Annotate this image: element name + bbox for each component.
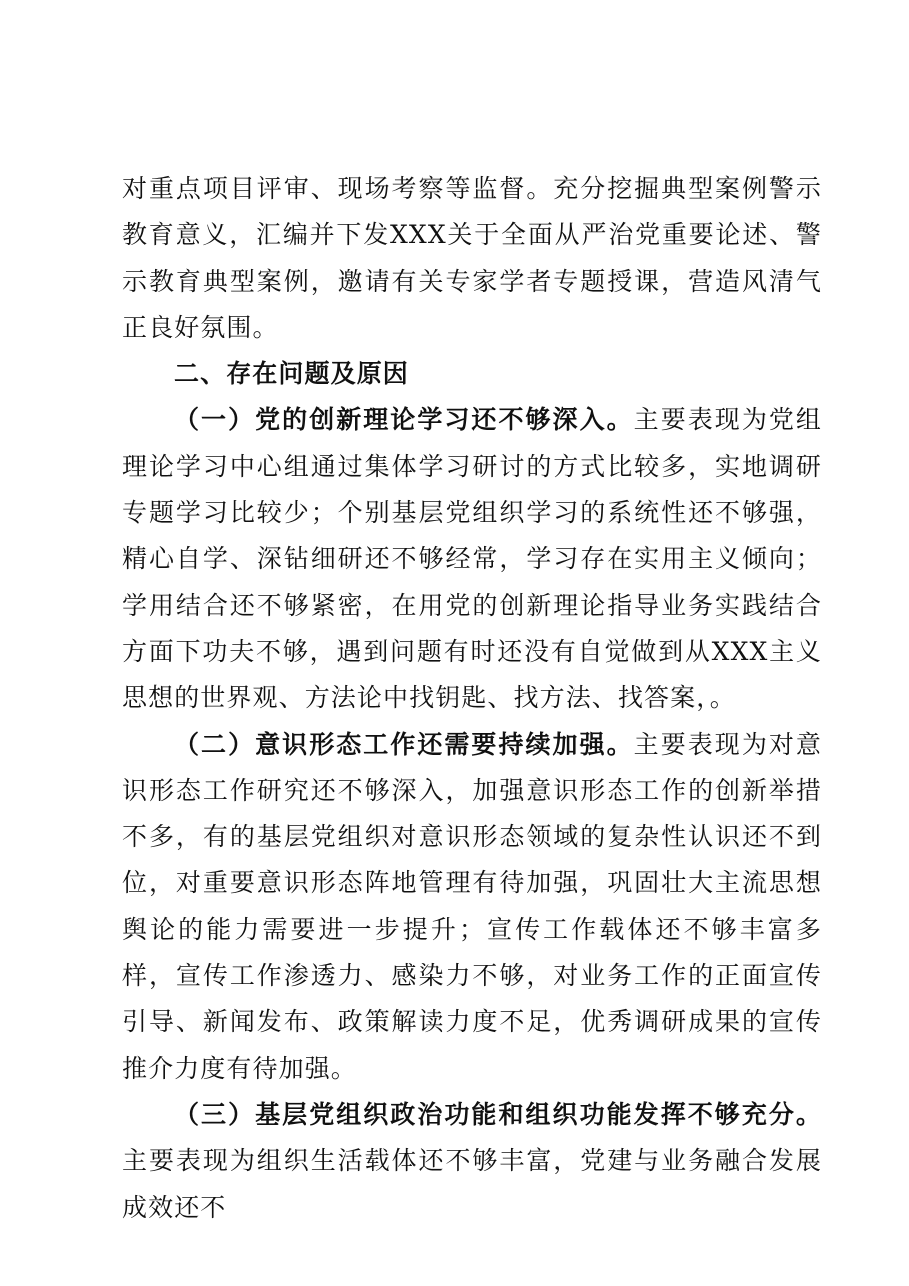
subsection-1-lead: （一）党的创新理论学习还不够深入。 (174, 405, 634, 435)
subsection-2 (122, 722, 822, 1092)
subsection-3-lead: （三）基层党组织政治功能和组织功能发挥不够充分。 (174, 1099, 822, 1129)
subsection-2-lead: （二）意识形态工作还需要持续加强。 (174, 729, 634, 759)
document-body (122, 166, 822, 1231)
subsection-3-body: 主要表现为组织生活载体还不够丰富，党建与业务融合发展成效还不 (122, 1146, 822, 1222)
subsection-3 (122, 1092, 822, 1231)
subsection-2-body: 主要表现为对意识形态工作研究还不够深入，加强意识形态工作的创新举措不多，有的基层党组织对意识形态领域的复杂性认识还不到位，对重要意识形态阵地管理有待加强，巩固壮大主流思想舆论的能力需要进一步提升；宣传工作载体还不够丰富多样，宣传工作渗透力、感染力不够，对业务工作的正面宣传引导、新闻发布、政策解读力度不足，优秀调研成果的宣传推介力度有待加强。 (122, 729, 823, 1083)
subsection-1-body: 主要表现为党组理论学习中心组通过集体学习研讨的方式比较多，实地调研专题学习比较少；个别基层党组织学习的系统性还不够强，精心自学、深钻细研还不够经常，学习存在实用主义倾向；学用结合还不够紧密，在用党的创新理论指导业务实践结合方面下功夫不够，遇到问题有时还没有自觉做到从XXX主义思想的世界观、方法论中找钥匙、找方法、找答案，。 (122, 405, 823, 713)
subsection-1 (122, 397, 822, 721)
paragraph-continued: 对重点项目评审、现场考察等监督。充分挖掘典型案例警示教育意义，汇编并下发XXX关于全面从严治党重要论述、警示教育典型案例，邀请有关专家学者专题授课，营造风清气正良好氛围。 (122, 174, 822, 342)
section-heading: 二、存在问题及原因 (174, 359, 409, 389)
